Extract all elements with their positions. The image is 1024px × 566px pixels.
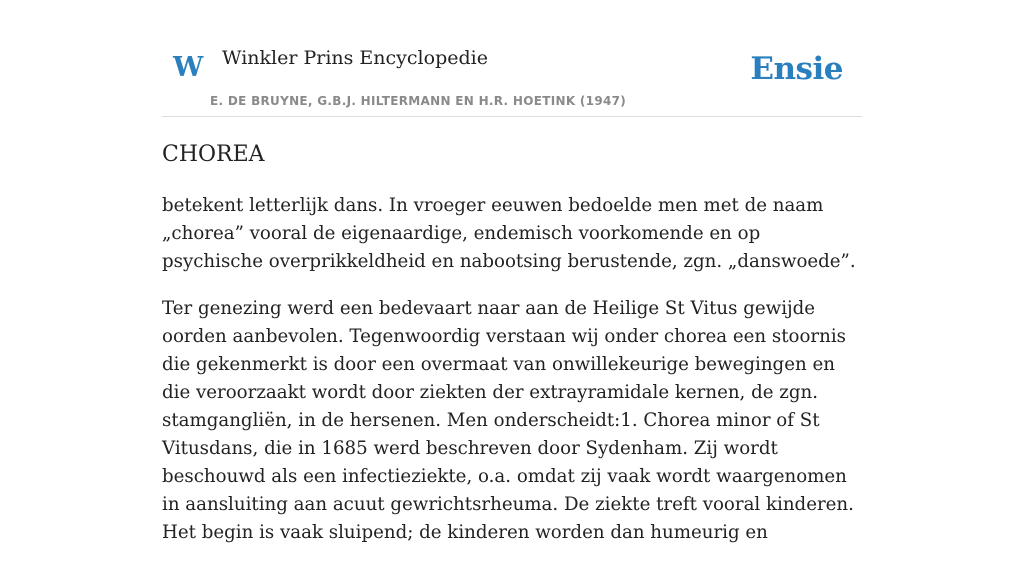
- article-page: [162, 0, 862, 543]
- source-header: [162, 0, 862, 117]
- winkler-prins-logo[interactable]: W: [173, 52, 204, 83]
- entry-title: CHOREA: [162, 142, 265, 167]
- ensie-logo-link[interactable]: Ensie: [750, 51, 843, 87]
- source-authors: E. DE BRUYNE, G.B.J. HILTERMANN EN H.R. HOETINK (1947): [210, 94, 627, 108]
- paragraph-2: Ter genezing werd een bedevaart naar aan de Heilige St Vitus gewijde oorden aanbevolen. Tegenwoordig verstaan wij onder chorea een stoornis die gekenmerkt is door een overmaat van onwillekeurige bewegingen en die veroorzaakt wordt door ziekten der extrayramidale kernen, de zgn. stamgangliën, in de hersenen. Men onderscheidt:1. Chorea minor of St Vitusdans, die in 1685 werd beschreven door Sydenham. Zij wordt beschouwd als een infectieziekte, o.a. omdat zij vaak wordt waargenomen in aansluiting aan acuut gewrichtsrheuma. De ziekte treft vooral kinderen. Het begin is vaak sluipend; de kinderen worden dan humeurig en: [162, 298, 854, 543]
- entry-body: [162, 192, 862, 566]
- source-title[interactable]: Winkler Prins Encyclopedie: [222, 47, 488, 69]
- paragraph-1: betekent letterlijk dans. In vroeger eeuwen bedoelde men met de naam „chorea” vooral de eigenaardige, endemisch voorkomende en op psychische overprikkeldheid en nabootsing berustende, zgn. „danswoede”.: [162, 195, 856, 272]
